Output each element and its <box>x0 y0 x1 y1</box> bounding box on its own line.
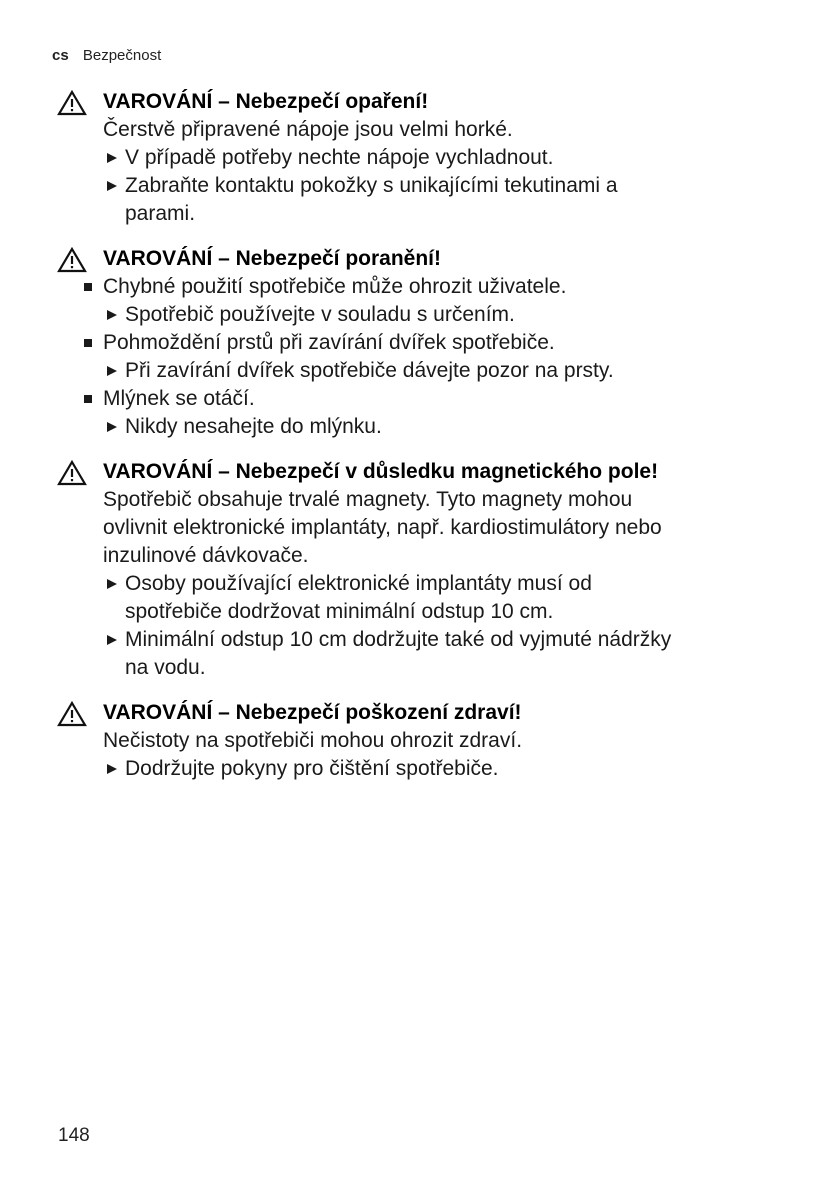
arrow-bullet-icon <box>107 153 117 163</box>
warning-injury <box>0 245 839 441</box>
action-item: V případě potřeby nechte nápoje vychladnout. <box>0 144 839 172</box>
warning-text: Spotřebič obsahuje trvalé magnety. Tyto magnety mohou <box>103 488 633 511</box>
action-item: Zabraňte kontaktu pokožky s unikajícími tekutinami a <box>0 172 839 200</box>
warning-triangle-icon <box>57 247 87 273</box>
action-item: Osoby používající elektronické implantáty musí od <box>0 570 839 598</box>
action-item: Spotřebič používejte v souladu s určením. <box>0 301 839 329</box>
action-item-continuation: na vodu. <box>125 656 206 679</box>
square-bullet-icon <box>84 395 92 403</box>
action-item-continuation: spotřebiče dodržovat minimální odstup 10 cm. <box>125 600 554 623</box>
warning-heading <box>0 699 839 727</box>
warning-text: Nečistoty na spotřebiči mohou ohrozit zdraví. <box>103 729 523 752</box>
arrow-bullet-icon <box>107 635 117 645</box>
warning-heading <box>0 88 839 116</box>
warning-heading <box>0 245 839 273</box>
arrow-bullet-icon <box>107 181 117 191</box>
hazard-item: Mlýnek se otáčí. <box>0 385 839 413</box>
warning-triangle-icon <box>57 90 87 116</box>
hazard-item: Chybné použití spotřebiče může ohrozit uživatele. <box>0 273 839 301</box>
warning-text: Čerstvě připravené nápoje jsou velmi horké. <box>103 118 513 141</box>
action-item: Dodržujte pokyny pro čištění spotřebiče. <box>0 755 839 783</box>
square-bullet-icon <box>84 339 92 347</box>
warning-heading <box>0 458 839 486</box>
warning-text: inzulinové dávkovače. <box>103 544 309 567</box>
warning-title: VAROVÁNÍ – Nebezpečí poškození zdraví! <box>103 701 522 724</box>
page-number: 148 <box>58 1125 90 1146</box>
arrow-bullet-icon <box>107 366 117 376</box>
warning-triangle-icon <box>57 701 87 727</box>
warning-health <box>0 699 839 783</box>
language-code: cs <box>52 47 69 64</box>
action-item: Minimální odstup 10 cm dodržujte také od vyjmuté nádržky <box>0 626 839 654</box>
action-item: Nikdy nesahejte do mlýnku. <box>0 413 839 441</box>
arrow-bullet-icon <box>107 579 117 589</box>
warning-title: VAROVÁNÍ – Nebezpečí v důsledku magnetického pole! <box>103 460 659 483</box>
warning-triangle-icon <box>57 460 87 486</box>
action-item: Při zavírání dvířek spotřebiče dávejte pozor na prsty. <box>0 357 839 385</box>
arrow-bullet-icon <box>107 764 117 774</box>
arrow-bullet-icon <box>107 310 117 320</box>
square-bullet-icon <box>84 283 92 291</box>
warning-text: ovlivnit elektronické implantáty, např. kardiostimulátory nebo <box>103 516 662 539</box>
warning-title: VAROVÁNÍ – Nebezpečí opaření! <box>103 90 429 113</box>
page-header <box>52 47 161 64</box>
action-item-continuation: parami. <box>125 202 196 225</box>
hazard-item: Pohmoždění prstů při zavírání dvířek spotřebiče. <box>0 329 839 357</box>
safety-content <box>0 88 839 800</box>
warning-magnetic-field <box>0 458 839 682</box>
section-title: Bezpečnost <box>82 47 162 64</box>
arrow-bullet-icon <box>107 422 117 432</box>
warning-scalding <box>0 88 839 228</box>
warning-title: VAROVÁNÍ – Nebezpečí poranění! <box>103 247 442 270</box>
